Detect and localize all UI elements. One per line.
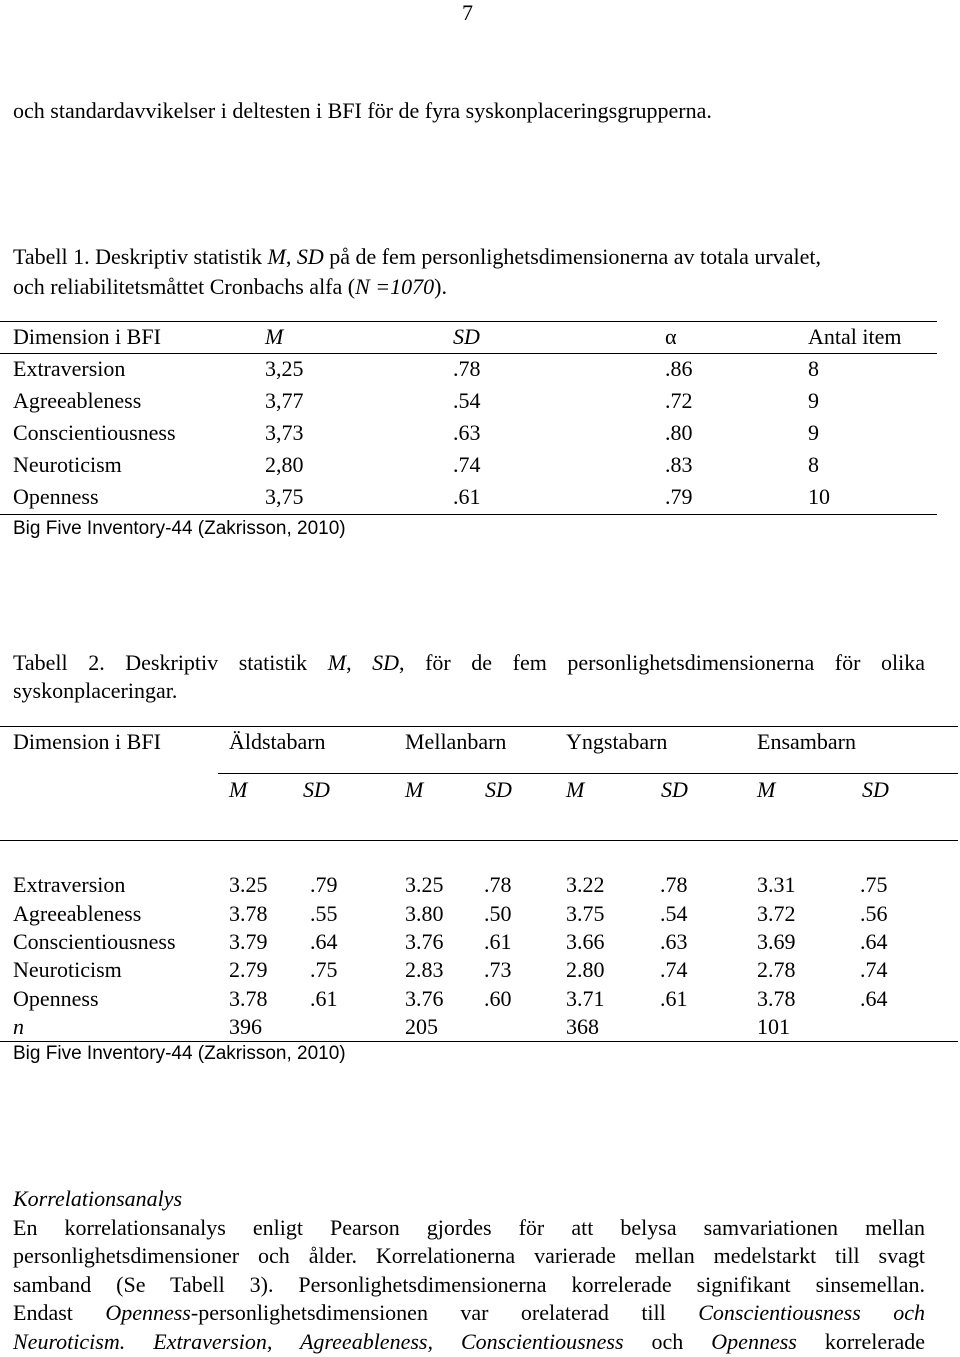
table2-source: Big Five Inventory-44 (Zakrisson, 2010) [13, 1043, 346, 1064]
mean-value: 3,25 [265, 356, 304, 381]
mean-value: 3,73 [265, 420, 304, 445]
n-value: 368 [566, 1014, 599, 1039]
sd-value: .74 [453, 452, 481, 477]
value-cell: 3.76 [405, 929, 444, 954]
body-term: Conscientiousness och [698, 1300, 925, 1325]
value-cell: .74 [660, 957, 688, 982]
value-cell: .73 [484, 957, 512, 982]
caption-text: på de fem personlighetsdimensionerna av totala urvalet, [323, 244, 821, 269]
caption-m: M [267, 244, 286, 269]
table1-header-sd: SD [453, 324, 480, 349]
dimension-label: Agreeableness [13, 388, 142, 413]
n-value: 396 [229, 1014, 262, 1039]
table2-sub-m: M [566, 777, 585, 802]
dimension-label: Openness [13, 986, 99, 1011]
value-cell: 2.80 [566, 957, 605, 982]
alpha-value: .86 [665, 356, 693, 381]
value-cell: 3.75 [566, 901, 605, 926]
table1-header-m: M [265, 324, 284, 349]
n-value: 101 [757, 1014, 790, 1039]
body-text: och [623, 1329, 712, 1354]
caption-text: och reliabilitetsmåttet Cronbachs alfa ( [13, 274, 356, 299]
value-cell: 3.78 [757, 986, 796, 1011]
value-cell: 2.83 [405, 957, 444, 982]
dimension-label: Conscientiousness [13, 420, 176, 445]
n-label: n [13, 1014, 24, 1039]
sd-value: .61 [453, 484, 481, 509]
alpha-value: .83 [665, 452, 693, 477]
caption-n: N =1070 [355, 274, 435, 299]
value-cell: .79 [310, 872, 338, 897]
value-cell: 3.71 [566, 986, 605, 1011]
mean-value: 3,77 [265, 388, 304, 413]
caption-comma: , [285, 244, 297, 269]
body-text: Endast [13, 1300, 106, 1325]
value-cell: 2.78 [757, 957, 796, 982]
table2-sub-sd: SD [303, 777, 330, 802]
caption-sd: SD [372, 650, 400, 675]
value-cell: .64 [310, 929, 338, 954]
dimension-label: Agreeableness [13, 901, 142, 926]
caption-sd: SD [296, 244, 324, 269]
table2-group-ensambarn: Ensambarn [757, 729, 856, 754]
n-value: 205 [405, 1014, 438, 1039]
value-cell: 3.25 [405, 872, 444, 897]
item-count: 10 [808, 484, 830, 509]
value-cell: .61 [484, 929, 512, 954]
table1-header-items: Antal item [808, 324, 902, 349]
value-cell: .75 [860, 872, 888, 897]
table2-sub-sd: SD [485, 777, 512, 802]
body-line: En korrelationsanalys enligt Pearson gjordes för att belysa samvariationen mellan [13, 1215, 925, 1240]
dimension-label: Openness [13, 484, 99, 509]
table1-source: Big Five Inventory-44 (Zakrisson, 2010) [13, 518, 346, 539]
table1-header-alpha: α [665, 324, 677, 349]
caption-text: ). [434, 274, 447, 299]
body-term: Neuroticism. Extraversion, Agreeableness, Conscientiousness [13, 1329, 624, 1354]
alpha-value: .79 [665, 484, 693, 509]
sd-value: .63 [453, 420, 481, 445]
table1-caption-line2 [13, 274, 447, 300]
table1-header-dimension: Dimension i BFI [13, 324, 161, 349]
caption-text: Tabell 2. Deskriptiv statistik [13, 650, 328, 675]
table2-sub-sd: SD [661, 777, 688, 802]
value-cell: .74 [860, 957, 888, 982]
value-cell: .56 [860, 901, 888, 926]
item-count: 8 [808, 356, 819, 381]
sd-value: .78 [453, 356, 481, 381]
caption-m: M [327, 650, 347, 675]
value-cell: 3.79 [229, 929, 268, 954]
value-cell: .55 [310, 901, 338, 926]
table2-caption-line1 [13, 650, 925, 676]
dimension-label: Conscientiousness [13, 929, 176, 954]
alpha-value: .80 [665, 420, 693, 445]
mean-value: 2,80 [265, 452, 304, 477]
table2-header-dimension: Dimension i BFI [13, 729, 161, 754]
caption-text: Tabell 1. Deskriptiv statistik [13, 244, 268, 269]
body-text: korrelerade [796, 1329, 925, 1354]
value-cell: .61 [660, 986, 688, 1011]
value-cell: 3.69 [757, 929, 796, 954]
value-cell: 3.78 [229, 901, 268, 926]
table2-header-rule [0, 840, 958, 841]
value-cell: 3.66 [566, 929, 605, 954]
item-count: 9 [808, 420, 819, 445]
body-line [13, 1329, 925, 1355]
body-term: Openness [105, 1300, 191, 1325]
item-count: 9 [808, 388, 819, 413]
value-cell: .64 [860, 929, 888, 954]
alpha-value: .72 [665, 388, 693, 413]
table2-sub-sd: SD [862, 777, 889, 802]
item-count: 8 [808, 452, 819, 477]
table2-group-aldstabarn: Äldstabarn [229, 729, 326, 754]
value-cell: 2.79 [229, 957, 268, 982]
table1-caption-line1 [13, 244, 821, 270]
intro-text: och standardavvikelser i deltesten i BFI för de fyra syskonplaceringsgrupperna. [13, 98, 712, 123]
table2-group-yngstabarn: Yngstabarn [566, 729, 668, 754]
value-cell: 3.25 [229, 872, 268, 897]
value-cell: .78 [484, 872, 512, 897]
table2-top-rule [0, 726, 958, 727]
value-cell: 3.78 [229, 986, 268, 1011]
body-line: personlighetsdimensioner och ålder. Korrelationerna varierade mellan medelstarkt till svagt [13, 1243, 925, 1268]
value-cell: .64 [860, 986, 888, 1011]
value-cell: .61 [310, 986, 338, 1011]
value-cell: .78 [660, 872, 688, 897]
value-cell: .75 [310, 957, 338, 982]
value-cell: .63 [660, 929, 688, 954]
table1-header-rule [0, 353, 937, 354]
value-cell: 3.76 [405, 986, 444, 1011]
section-heading: Korrelationsanalys [13, 1186, 183, 1211]
table1-bottom-rule [0, 514, 937, 515]
value-cell: .50 [484, 901, 512, 926]
value-cell: .54 [660, 901, 688, 926]
dimension-label: Extraversion [13, 872, 126, 897]
value-cell: 3.22 [566, 872, 605, 897]
table2-bottom-rule [0, 1041, 958, 1042]
caption-comma: , [346, 650, 373, 675]
dimension-label: Neuroticism [13, 452, 122, 477]
caption-text: , för de fem personlighetsdimensionerna för olika [399, 650, 925, 675]
body-line: samband (Se Tabell 3). Personlighetsdimensionerna korrelerade signifikant sinsemellan. [13, 1272, 925, 1297]
table2-caption-line2: syskonplaceringar. [13, 678, 178, 703]
value-cell: .60 [484, 986, 512, 1011]
sd-value: .54 [453, 388, 481, 413]
table2-group-rule [218, 773, 958, 774]
dimension-label: Neuroticism [13, 957, 122, 982]
value-cell: 3.31 [757, 872, 796, 897]
body-text: -personlighetsdimensionen var orelaterad till [190, 1300, 699, 1325]
value-cell: 3.80 [405, 901, 444, 926]
body-term: Openness [711, 1329, 797, 1354]
table2-group-mellanbarn: Mellanbarn [405, 729, 507, 754]
page-number: 7 [462, 0, 473, 25]
mean-value: 3,75 [265, 484, 304, 509]
table2-sub-m: M [405, 777, 424, 802]
table2-sub-m: M [229, 777, 248, 802]
table1-top-rule [0, 321, 937, 322]
value-cell: 3.72 [757, 901, 796, 926]
body-line [13, 1300, 925, 1326]
dimension-label: Extraversion [13, 356, 126, 381]
table2-sub-m: M [757, 777, 776, 802]
